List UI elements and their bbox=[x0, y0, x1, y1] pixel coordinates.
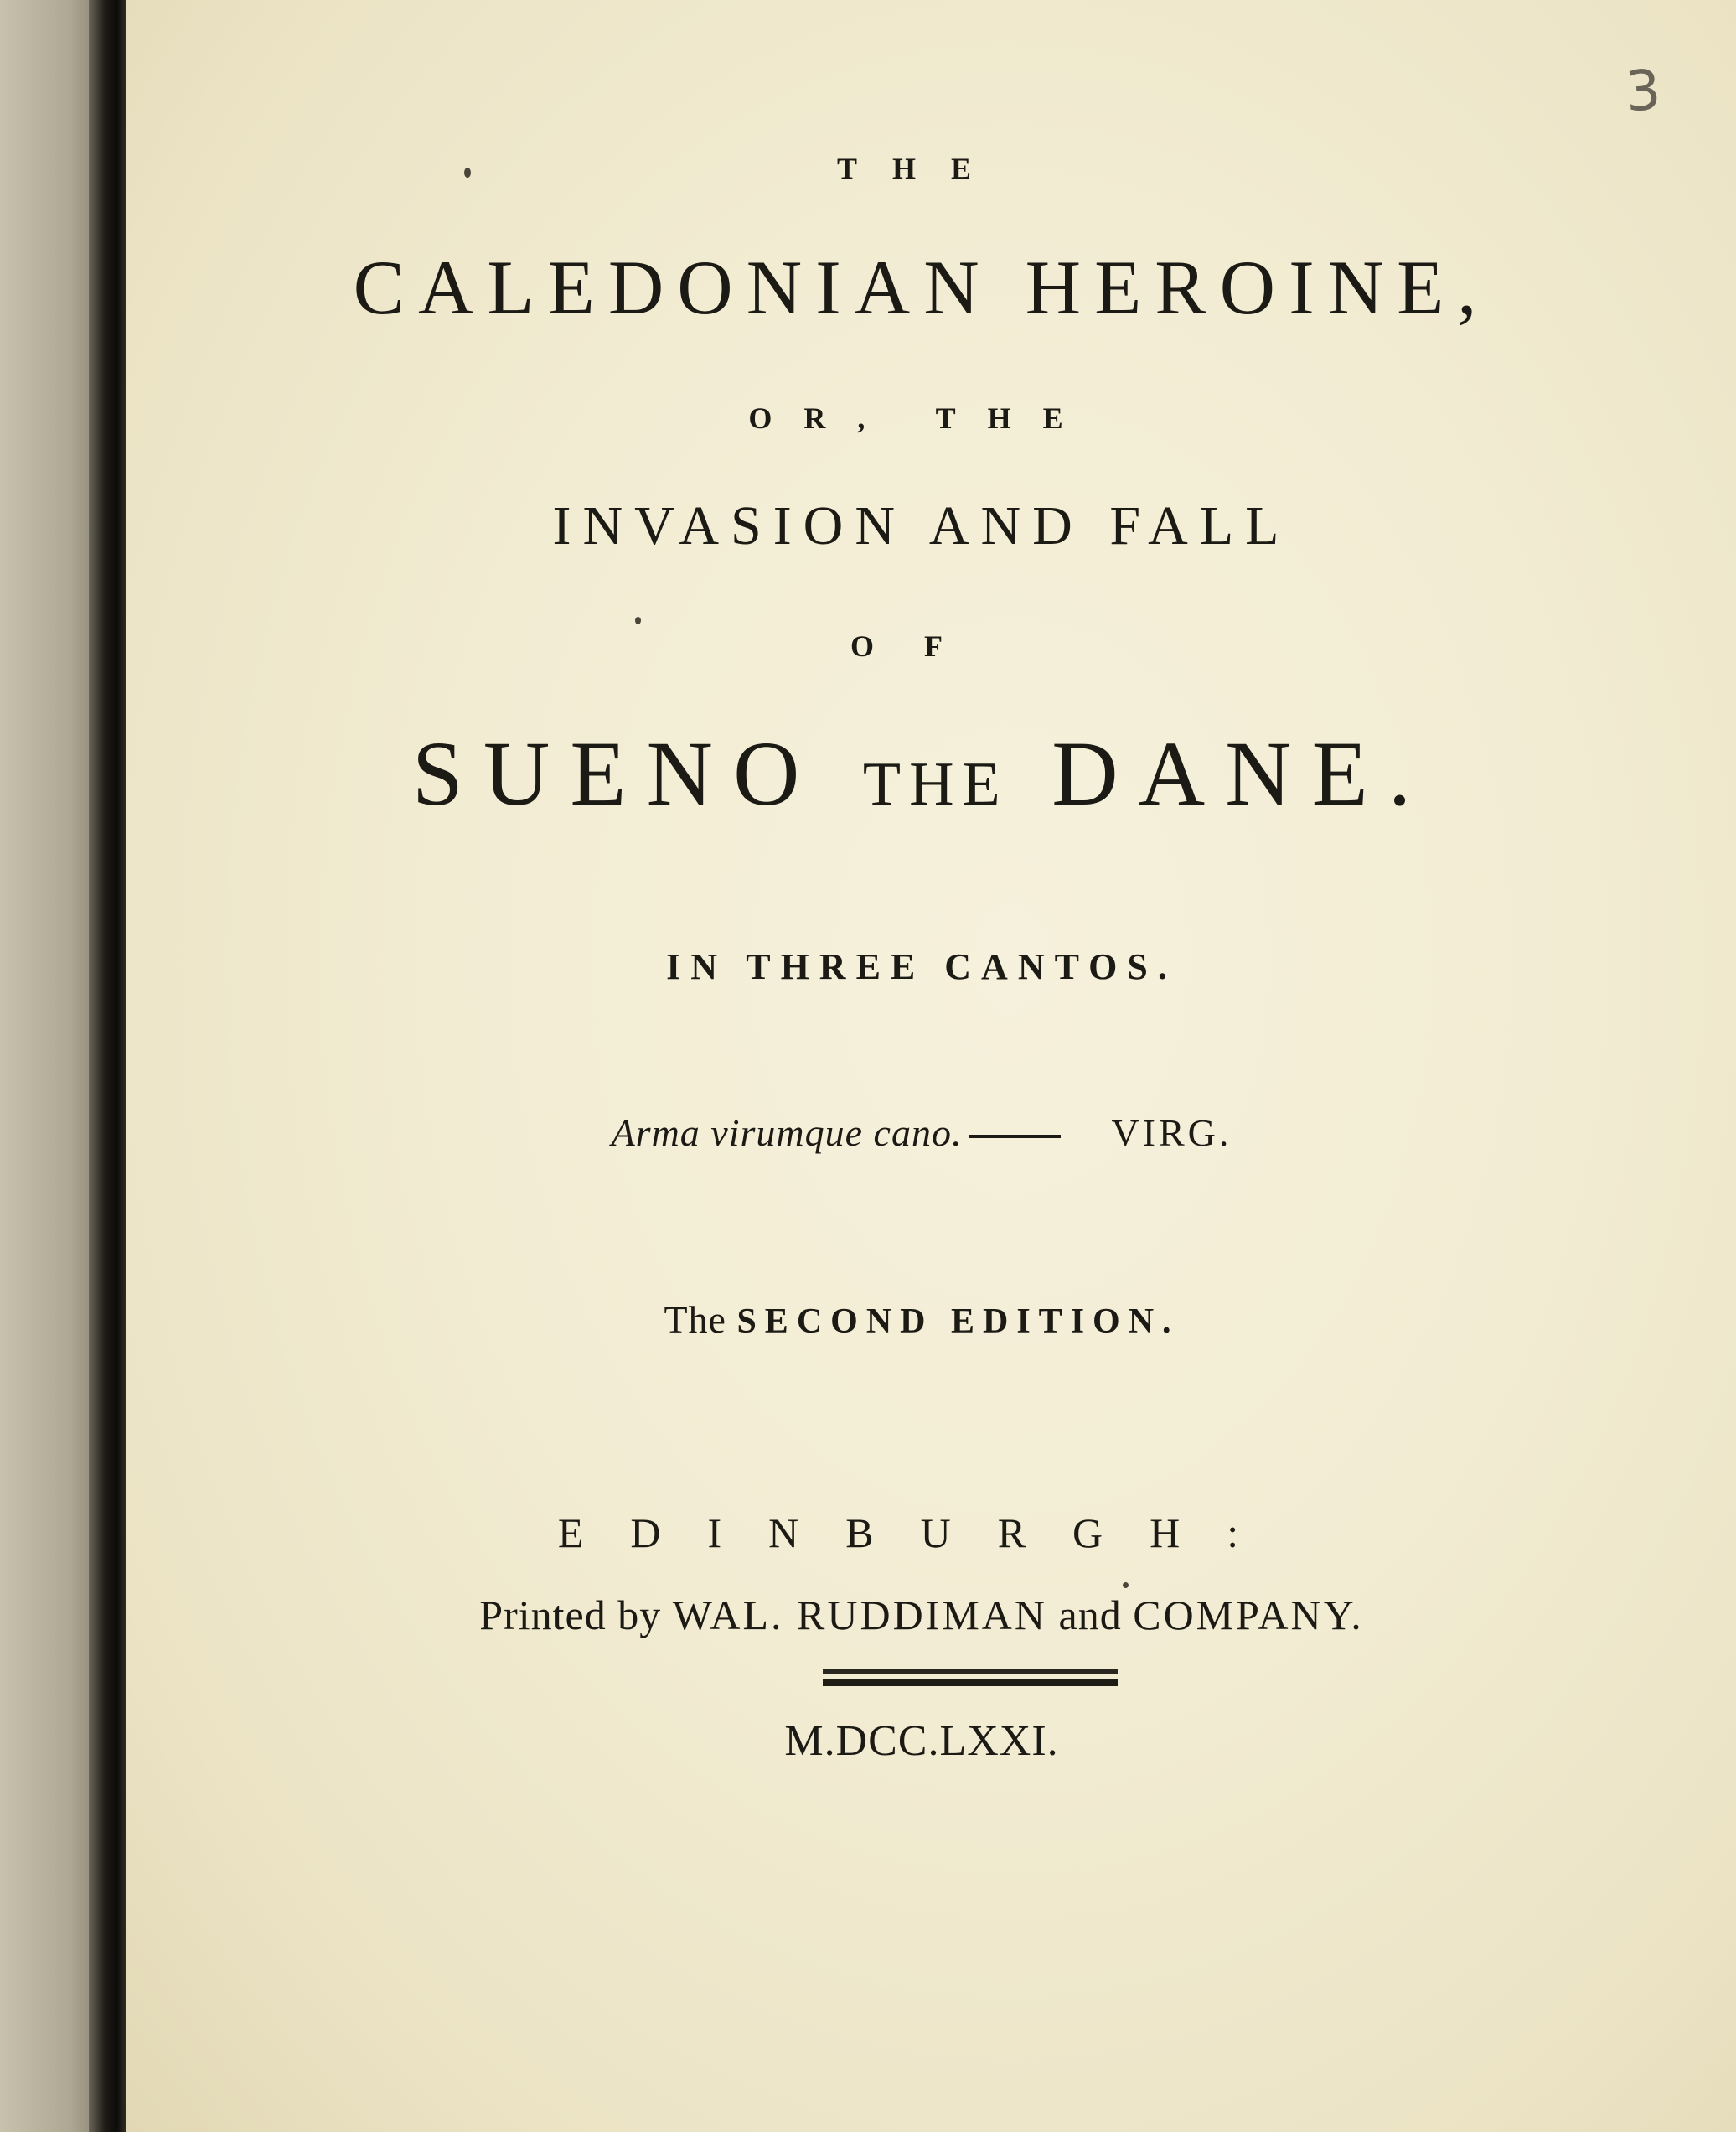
title-main: CALEDONIAN HEROINE, bbox=[353, 245, 1491, 330]
edition-statement bbox=[251, 1297, 1592, 1342]
double-rule bbox=[823, 1669, 1118, 1688]
paper-speck bbox=[1123, 1582, 1129, 1588]
epigraph-dash bbox=[969, 1135, 1061, 1138]
printer-name: WAL. RUDDIMAN bbox=[672, 1591, 1048, 1638]
edition-prefix: The bbox=[664, 1298, 737, 1341]
rule-thin bbox=[823, 1669, 1118, 1674]
title-sueno: SUENO bbox=[411, 722, 863, 825]
edition-caps: SECOND EDITION. bbox=[736, 1302, 1180, 1341]
title-invasion: INVASION AND FALL bbox=[552, 495, 1291, 556]
subtitle-cantos: IN THREE CANTOS. bbox=[666, 946, 1177, 987]
epigraph-text: Arma virumque cano. bbox=[611, 1111, 963, 1154]
printer-and: and bbox=[1047, 1591, 1134, 1638]
title-or-the: OR, THE bbox=[748, 401, 1095, 435]
title-sueno-the: THE bbox=[862, 750, 1009, 819]
printer-prefix: Printed by bbox=[479, 1591, 673, 1638]
title-the: THE bbox=[836, 152, 1007, 185]
paper-speck bbox=[464, 168, 471, 178]
title-sueno-the-dane bbox=[251, 721, 1592, 827]
epigraph bbox=[251, 1110, 1592, 1155]
publication-year: M.DCC.LXXI. bbox=[784, 1717, 1059, 1765]
epigraph-author: VIRG. bbox=[1111, 1111, 1232, 1154]
paper-speck bbox=[635, 617, 641, 624]
title-page bbox=[126, 0, 1736, 2132]
printer-company: COMPANY. bbox=[1133, 1591, 1364, 1638]
title-dane: DANE. bbox=[1008, 722, 1432, 825]
imprint-printer bbox=[251, 1591, 1592, 1639]
rule-thick bbox=[823, 1679, 1118, 1686]
imprint-city: EDINBURGH: bbox=[557, 1509, 1286, 1556]
page-number: 3 bbox=[1623, 57, 1663, 125]
title-of: OF bbox=[850, 629, 993, 663]
facing-page-edge bbox=[0, 0, 99, 2132]
